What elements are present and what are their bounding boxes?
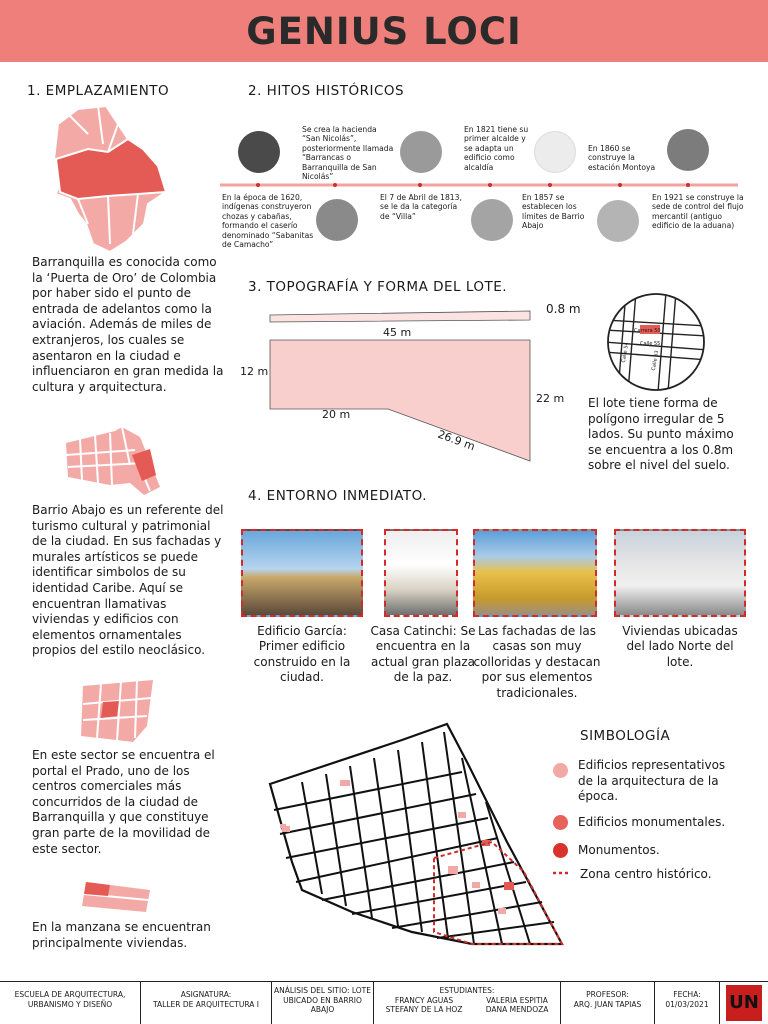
timeline-line (220, 181, 740, 189)
photo-edificio-garcia (241, 529, 363, 617)
timeline-bottom-3: En 1857 se establecen los límites de Barrio Abajo (522, 193, 585, 231)
footer-professor: PROFESOR: ARQ. JUAN TAPIAS (561, 982, 655, 1024)
section-title-hitos: 2. HITOS HISTÓRICOS (248, 83, 404, 99)
manzana-map (80, 878, 152, 914)
timeline-top-2: En 1821 tiene su primer alcalde y se adapta un edificio como alcaldía (464, 125, 529, 172)
photo-fachadas (473, 529, 597, 617)
photo-alcaldia-circle (400, 131, 442, 173)
footer-school: ESCUELA DE ARQUITECTURA, URBANISMO Y DISEÑO (0, 982, 141, 1024)
dim-right: 22 m (536, 392, 565, 405)
legend-label-monumentos: Monumentos. (578, 843, 660, 857)
legend-dot-monumentales (553, 815, 568, 830)
photo-1857-circle (471, 199, 513, 241)
footer-students: ESTUDIANTES: FRANCY AGUAS STEFANY DE LA HOZ VALERIA ESPITIA DANA MENDOZA (374, 982, 561, 1024)
map-label-calle-53: Calle 53 (650, 350, 661, 372)
dim-height: 0.8 m (546, 302, 581, 316)
map-label-calle-54: Calle 54 (620, 342, 631, 364)
dim-top: 45 m (383, 326, 412, 339)
footer-date: FECHA: 01/03/2021 (655, 982, 720, 1024)
legend-label-monumentales: Edificios monumentales. (578, 815, 726, 829)
manzana-paragraph: En la manzana se encuentran principalmente viviendas. (32, 920, 211, 950)
map-label-calle-55: Calle 55 (640, 341, 661, 347)
legend-label-representativos: Edificios representativos de la arquitectura de la época. (578, 758, 726, 804)
lot-elevation (270, 311, 530, 322)
timeline-top-3: En 1860 se construye la estación Montoya (588, 144, 656, 172)
caption-casa-catinchi: Casa Catinchi: Se encuentra en la actual gran plaza de la paz. (370, 624, 476, 685)
section-title-entorno: 4. ENTORNO INMEDIATO. (248, 488, 427, 504)
dim-bottom: 20 m (322, 408, 351, 421)
legend-label-centro: Zona centro histórico. (580, 867, 712, 881)
page-title: GENIUS LOCI (246, 9, 522, 53)
timeline-bottom-2: El 7 de Abril de 1813, se le da la categoría de “Villa” (380, 193, 462, 221)
photo-hacienda-circle (238, 131, 280, 173)
timeline-bottom-4: En 1921 se construye la sede de control del flujo mercantil (antiguo edificio de la aduana) (652, 193, 744, 231)
footer-analysis: ANÁLISIS DEL SITIO: LOTE UBICADO EN BARRIO ABAJO (272, 982, 374, 1024)
section-title-topografia: 3. TOPOGRAFÍA Y FORMA DEL LOTE. (248, 279, 507, 295)
footer-logo (720, 982, 768, 1024)
legend-dash-centro (553, 870, 571, 876)
map-limits-circle (534, 131, 576, 173)
photo-estacion-circle (667, 129, 709, 171)
legend-title: SIMBOLOGÍA (580, 728, 671, 744)
sector-paragraph: En este sector se encuentra el portal el Prado, uno de los centros comerciales más concurridos de la ciudad de Barranquilla y que constituye gran parte de la movilidad de este sector. (32, 748, 215, 856)
timeline-bottom-1: En la época de 1620, indígenas construyeron chozas y cabañas, formando el caserío denominado “Sabanitas de Camacho” (222, 193, 314, 250)
timeline-top-1: Se crea la hacienda “San Nicolás”, posteriormente llamada “Barrancas o Barranquilla de San Nicolás” (302, 125, 394, 182)
university-logo: UN (726, 985, 762, 1021)
legend-dot-monumentos (553, 843, 568, 858)
footer-subject: ASIGNATURA: TALLER DE ARQUITECTURA I (141, 982, 272, 1024)
dim-diagonal: 26.9 m (435, 427, 477, 454)
caption-viviendas-norte: Viviendas ubicadas del lado Norte del lote. (622, 624, 738, 669)
dim-left: 12 m (240, 365, 269, 378)
photo-villa-circle (316, 199, 358, 241)
photo-aduana-circle (597, 200, 639, 242)
barrio-paragraph: Barrio Abajo es un referente del turismo cultural y patrimonial de la ciudad. En sus fachadas y murales artísticos se puede identificar simbolos de su identidad Caribe. Aquí se encuentran llamativas viviendas y edificios con elementos ornamentales propios del estilo neoclásico. (32, 503, 224, 658)
map-label-carrera: Carrera 50 (634, 328, 661, 334)
barrio-map (60, 425, 165, 495)
photo-casa-catinchi (384, 529, 458, 617)
photo-viviendas-norte (614, 529, 746, 617)
sector-map (75, 676, 157, 744)
lot-plan (270, 340, 530, 461)
lot-description: El lote tiene forma de polígono irregular de 5 lados. Su punto máximo se encuentra a los 0.8m sobre el nivel del suelo. (588, 396, 734, 473)
footer (0, 981, 768, 1024)
section-title-emplazamiento: 1. EMPLAZAMIENTO (27, 83, 169, 99)
caption-fachadas: Las fachadas de las casas son muy colloridas y destacan por sus elementos tradicionales. (473, 624, 601, 700)
intro-paragraph: Barranquilla es conocida como la ‘Puerta de Oro’ de Colombia por haber sido el punto de entrada de adelantos como la aviación. Además de miles de extranjeros, los cuales se asentaron en la ciudad e influenciaron en gran medida la cultura y arquitectura. (32, 255, 224, 394)
city-map-barranquilla (48, 104, 170, 254)
header-banner (0, 0, 768, 62)
caption-edificio-garcia: Edificio García: Primer edificio construido en la ciudad. (253, 624, 351, 685)
urban-map (262, 722, 574, 954)
legend-dot-representativos (553, 763, 568, 778)
